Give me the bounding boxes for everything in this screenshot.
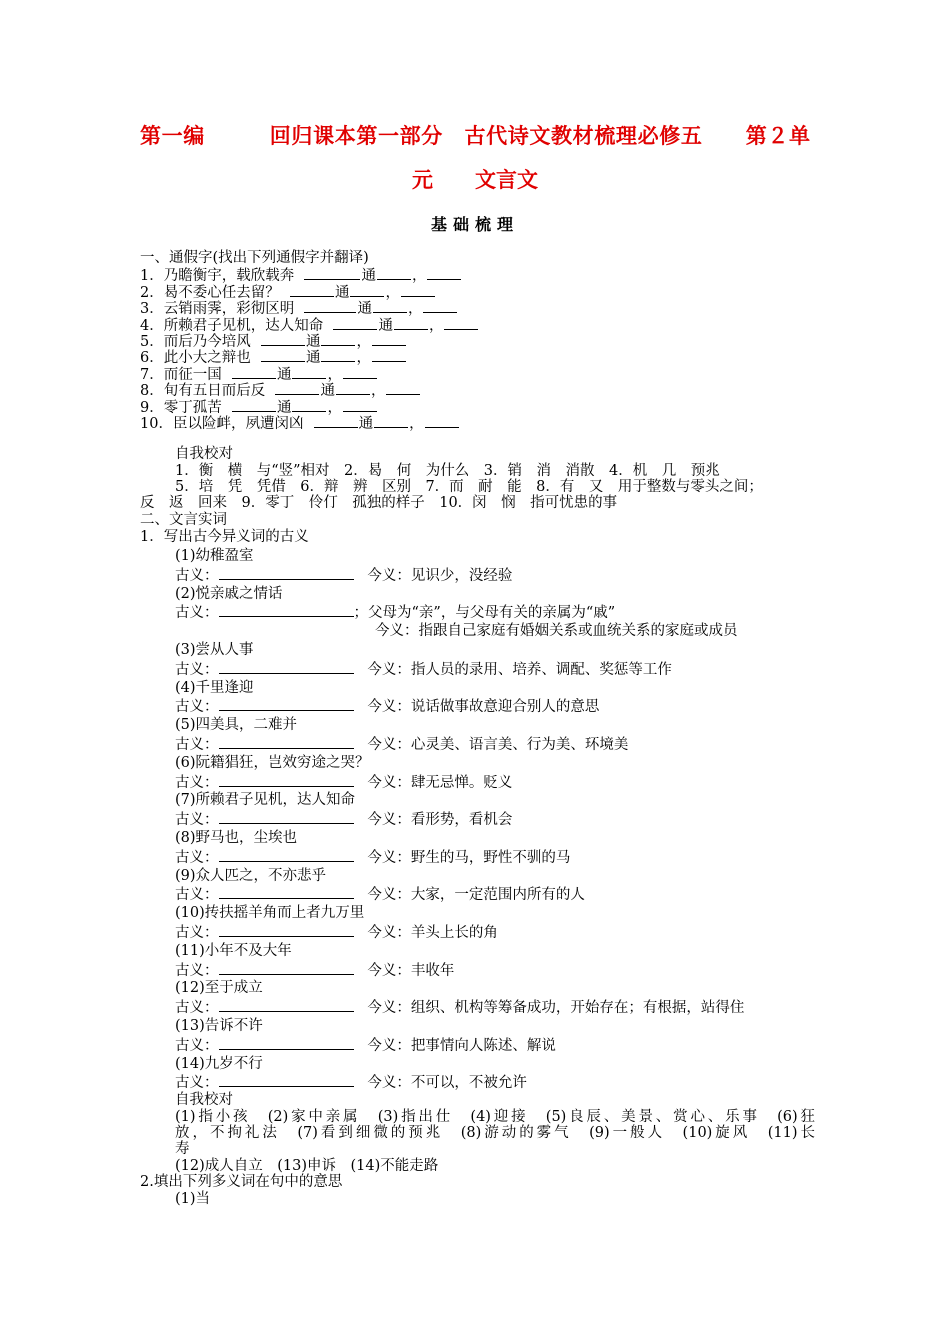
gujin-question: (10)抟扶摇羊角而上者九万里 <box>175 905 365 922</box>
gujin-answer-row <box>140 773 815 792</box>
answer-blank[interactable] <box>343 365 377 379</box>
answer-blank[interactable] <box>261 348 305 362</box>
gujin-answer-row <box>140 697 815 716</box>
item-text: 臣以险衅，夙遭闵凶 <box>172 415 304 432</box>
gujin-question: (12)至于成立 <box>175 980 263 997</box>
jin-meaning: 今义：羊头上长的角 <box>367 924 498 941</box>
tongjia-item <box>140 266 815 285</box>
answer-blank[interactable] <box>219 1073 354 1087</box>
document-body <box>140 250 815 1207</box>
polysemy-item: (1)当 <box>175 1190 211 1207</box>
jin-meaning: 今义：指人员的录用、培养、调配、奖惩等工作 <box>367 661 672 678</box>
gu-label: 古义： <box>175 887 219 904</box>
gujin-answer-row <box>140 961 815 980</box>
gujin-answer-row <box>140 848 815 867</box>
gu-note: ；父母为“亲”，与父母有关的亲属为“戚” <box>353 605 616 622</box>
item-text: 零丁孤苦 <box>163 399 222 416</box>
gu-label: 古义： <box>175 1075 219 1092</box>
gujin-question: (1)幼稚盈室 <box>175 548 254 565</box>
page-title-line1: 第一编 回归课本第一部分 古代诗文教材梳理必修五 第２单 <box>140 124 810 148</box>
gu-label: 古义： <box>175 1000 219 1017</box>
gu-label: 古义： <box>175 812 219 829</box>
tong-label: 通 <box>361 268 376 285</box>
tongjia-item <box>140 283 815 299</box>
jin-meaning: 今义：见识少，没经验 <box>367 567 513 584</box>
check-line: 1．衡 横 与“竖”相对 2．曷 何 为什么 3．销 消 消散 4．机 几 预兆 <box>175 462 720 479</box>
tongjia-item <box>140 381 815 400</box>
gujin-list <box>140 547 815 1092</box>
gujin-answer-row <box>140 810 815 829</box>
tong-label: 通 <box>320 383 335 400</box>
answer-blank[interactable] <box>219 566 354 580</box>
gu-label: 古义： <box>175 661 219 678</box>
answer-blank[interactable] <box>292 365 326 379</box>
answer-blank[interactable] <box>219 660 354 674</box>
separator: ， <box>356 333 371 350</box>
gujin-answer-row <box>140 566 815 585</box>
answer-blank[interactable] <box>219 961 354 975</box>
separator: ， <box>411 268 427 285</box>
answer-blank[interactable] <box>372 348 406 362</box>
tong-label: 通 <box>276 399 292 416</box>
answer-blank[interactable] <box>423 299 457 313</box>
answer-blank[interactable] <box>219 848 354 862</box>
tong-label: 通 <box>334 284 350 301</box>
gu-label: 古义： <box>175 962 219 979</box>
answer-blank[interactable] <box>219 810 354 824</box>
gujin-answer-row <box>140 660 815 679</box>
tong-label: 通 <box>378 317 393 334</box>
page-title-line2: 元 文言文 <box>412 168 538 192</box>
check-line: (1)指小孩 (2)家中亲属 (3)指出仕 (4)迎接 (5)良辰、美景、赏心、乐事 (6)狂 <box>175 1108 815 1125</box>
tong-label: 通 <box>357 301 372 318</box>
gujin-answer-row <box>140 923 815 942</box>
check-line: 反 返 回来 9．零丁 伶仃 孤独的样子 10．闵 悯 指可忧患的事 <box>140 495 618 512</box>
tongjia-item <box>140 365 815 381</box>
item-text: 云销雨霁，彩彻区明 <box>163 301 295 318</box>
gujin-question: (13)告诉不许 <box>175 1017 263 1034</box>
check-line: (12)成人自立 (13)申诉 (14)不能走路 <box>175 1157 439 1174</box>
tongjia-item <box>140 398 815 414</box>
tongjia-item <box>140 299 815 318</box>
gu-label: 古义： <box>175 699 219 716</box>
answer-blank[interactable] <box>333 316 377 330</box>
separator: ， <box>370 383 386 400</box>
item-number: 10． <box>140 415 173 432</box>
separator: ， <box>407 301 423 318</box>
item-text: 此小大之辩也 <box>163 350 251 367</box>
gujin-question: (3)尝从人事 <box>175 642 254 659</box>
jin-meaning: 今义：说话做事故意迎合别人的意思 <box>367 699 600 716</box>
gujin-answer-row <box>140 735 815 754</box>
tongjia-item <box>140 332 815 348</box>
answer-blank[interactable] <box>219 697 354 711</box>
check-line: 5．培 凭 凭借 6．辩 辨 区别 7．而 耐 能 8．有 又 用于整数与零头之间； <box>175 479 763 496</box>
jin-meaning: 今义：心灵美、语言美、行为美、环境美 <box>367 737 629 754</box>
item-text: 曷不委心任去留？ <box>163 284 280 301</box>
check-line: 寿 <box>175 1141 190 1158</box>
item-number: 5． <box>140 333 164 350</box>
separator: ， <box>327 366 342 383</box>
gujin-question: (6)阮籍猖狂，岂效穷途之哭？ <box>175 754 370 771</box>
gujin-question: (7)所赖君子见机，达人知命 <box>175 792 356 809</box>
answer-blank[interactable] <box>292 398 326 412</box>
gu-label: 古义： <box>175 924 219 941</box>
jin-meaning: 今义：指跟自己家庭有婚姻关系或血统关系的家庭或成员 <box>375 623 738 640</box>
item-number: 2． <box>140 284 164 301</box>
answer-blank[interactable] <box>444 316 478 330</box>
item-number: 7． <box>140 366 164 383</box>
item-number: 6． <box>140 350 164 367</box>
item-number: 8． <box>140 383 164 400</box>
answer-blank[interactable] <box>275 381 319 395</box>
answer-blank[interactable] <box>219 773 354 787</box>
gu-label: 古义： <box>175 605 219 622</box>
answer-blank[interactable] <box>290 283 334 297</box>
jin-meaning: 今义：组织、机构等筹备成功，开始存在；有根据，站得住 <box>367 1000 745 1017</box>
answer-blank[interactable] <box>427 266 461 280</box>
answer-blank[interactable] <box>232 398 276 412</box>
gujin-question: (2)悦亲戚之情话 <box>175 585 283 602</box>
separator: ， <box>356 350 371 367</box>
gujin-answer-row <box>140 1073 815 1092</box>
answer-blank[interactable] <box>232 365 276 379</box>
tongjia-list <box>140 266 815 430</box>
item-number: 3． <box>140 301 164 318</box>
jin-meaning: 今义：不可以，不被允许 <box>367 1075 527 1092</box>
answer-blank[interactable] <box>219 923 354 937</box>
separator: ， <box>409 415 424 432</box>
jin-meaning: 今义：把事情向人陈述、解说 <box>367 1037 556 1054</box>
tong-label: 通 <box>276 366 292 383</box>
item-text: 而后乃今培风 <box>163 333 251 350</box>
answer-blank[interactable] <box>219 1036 354 1050</box>
jin-meaning: 今义：丰收年 <box>367 962 455 979</box>
gujin-answer-row <box>140 885 815 904</box>
check-line: 放，不拘礼法 (7)看到细微的预兆 (8)游动的雾气 (9)一般人 (10)旋风 (11)长 <box>175 1124 815 1141</box>
gujin-question: (4)千里逢迎 <box>175 679 254 696</box>
answer-blank[interactable] <box>219 603 354 617</box>
answer-blank[interactable] <box>350 283 384 297</box>
gujin-question: (11)小年不及大年 <box>175 942 292 959</box>
item-number: 9． <box>140 399 164 416</box>
tongjia-item <box>140 316 815 332</box>
answer-blank[interactable] <box>343 398 377 412</box>
tongjia-item <box>140 348 815 367</box>
answer-blank[interactable] <box>219 998 354 1012</box>
tong-label: 通 <box>305 350 321 367</box>
answer-blank[interactable] <box>394 316 428 330</box>
jin-meaning: 今义：肆无忌惮。贬义 <box>367 774 513 791</box>
item-text: 乃瞻衡宇，载欣载奔 <box>163 268 295 285</box>
answer-blank[interactable] <box>304 299 356 313</box>
gujin-answer-row <box>140 603 815 622</box>
item-text: 而征一国 <box>163 366 222 383</box>
gujin-answer-row <box>140 998 815 1017</box>
jin-meaning: 今义：看形势，看机会 <box>367 812 513 829</box>
answer-blank[interactable] <box>401 283 435 297</box>
gu-label: 古义： <box>175 1037 219 1054</box>
gujin-question: (5)四美具，二难并 <box>175 717 298 734</box>
check-title-1: 自我校对 <box>175 446 233 463</box>
gujin-answer-row <box>140 1036 815 1055</box>
tongjia-item <box>140 414 815 430</box>
separator: ， <box>327 399 342 416</box>
gu-label: 古义： <box>175 737 219 754</box>
jin-meaning: 今义：大家，一定范围内所有的人 <box>367 887 585 904</box>
jin-meaning: 今义：野生的马，野性不驯的马 <box>367 849 571 866</box>
answer-blank[interactable] <box>336 381 370 395</box>
item-text: 旬有五日而后反 <box>163 383 266 400</box>
tong-label: 通 <box>305 333 321 350</box>
gujin-question: (14)九岁不行 <box>175 1055 263 1072</box>
section-subtitle: 基础梳理 <box>430 215 519 234</box>
subsection-2-heading: 2.填出下列多义词在句中的意思 <box>140 1174 343 1191</box>
item-text: 所赖君子见机，达人知命 <box>163 317 324 334</box>
answer-blank[interactable] <box>261 332 305 346</box>
tong-label: 通 <box>358 415 374 432</box>
separator: ， <box>385 284 400 301</box>
answer-blank[interactable] <box>386 381 420 395</box>
gu-label: 古义： <box>175 567 219 584</box>
answer-blank[interactable] <box>372 332 406 346</box>
check-title-2: 自我校对 <box>175 1092 233 1109</box>
item-number: 4． <box>140 317 164 334</box>
gujin-question: (9)众人匹之，不亦悲乎 <box>175 867 327 884</box>
answer-blank[interactable] <box>219 735 354 749</box>
answer-blank[interactable] <box>304 266 360 280</box>
answer-blank[interactable] <box>374 414 408 428</box>
gu-label: 古义： <box>175 849 219 866</box>
subsection-1-heading: 1．写出古今异义词的古义 <box>140 529 309 546</box>
answer-blank[interactable] <box>425 414 459 428</box>
separator: ， <box>428 317 444 334</box>
answer-blank[interactable] <box>321 332 355 346</box>
section2-heading: 二、文言实词 <box>140 511 227 528</box>
gu-label: 古义： <box>175 774 219 791</box>
answer-blank[interactable] <box>321 348 355 362</box>
item-number: 1． <box>140 268 164 285</box>
answer-blank[interactable] <box>219 885 354 899</box>
gujin-question: (8)野马也，尘埃也 <box>175 830 298 846</box>
answer-blank[interactable] <box>373 299 407 313</box>
answer-blank[interactable] <box>314 414 358 428</box>
answer-blank[interactable] <box>377 266 411 280</box>
section1-heading: 一、通假字(找出下列通假字并翻译) <box>140 250 369 266</box>
